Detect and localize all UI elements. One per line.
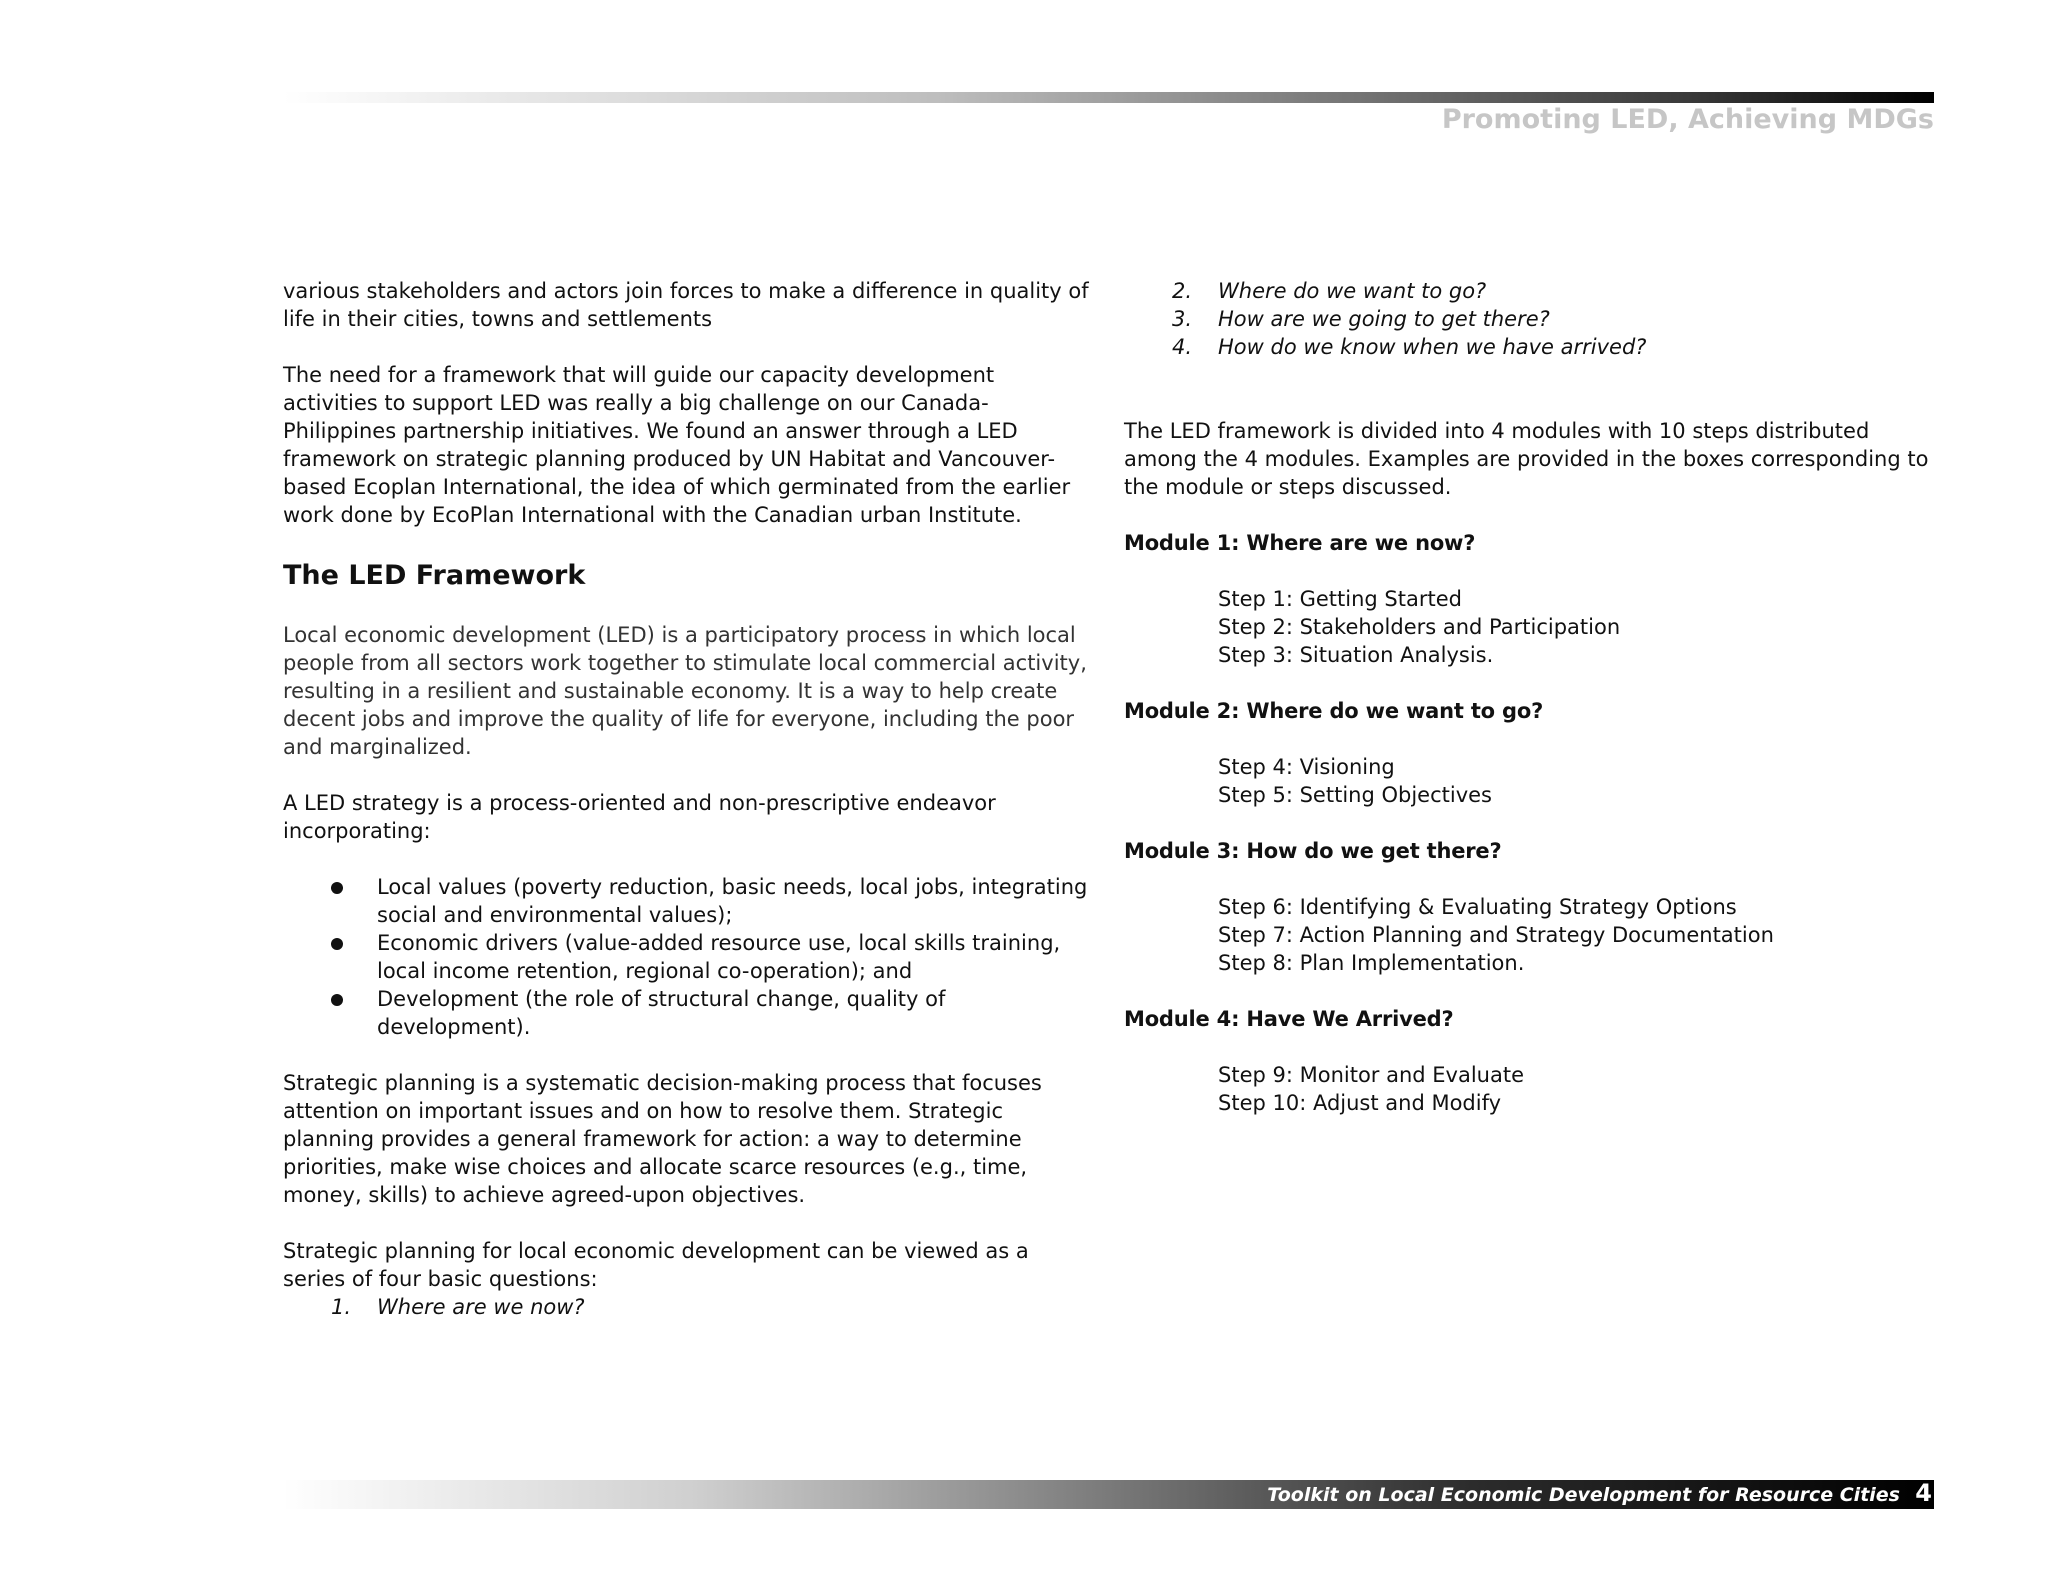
- list-item: [1124, 277, 1942, 305]
- module-title: Module 1: Where are we now?: [1124, 531, 1476, 555]
- section-heading: The LED Framework: [283, 560, 586, 591]
- module-steps: [1124, 893, 1942, 977]
- bullet-icon: [331, 994, 343, 1006]
- module-steps: [1124, 753, 1942, 809]
- step-item: Step 8: Plan Implementation.: [1218, 951, 1525, 975]
- question-number: 3.: [1172, 307, 1193, 331]
- header-gradient-bar: [283, 92, 1934, 103]
- list-item: [283, 1293, 1093, 1321]
- list-item: [1124, 333, 1942, 361]
- step-item: Step 2: Stakeholders and Participation: [1218, 615, 1621, 639]
- step-item: Step 6: Identifying & Evaluating Strategy Options: [1218, 895, 1737, 919]
- strategy-intro-paragraph: A LED strategy is a process-oriented and non-prescriptive endeavor incorporating:: [283, 791, 996, 843]
- bullet-text: Economic drivers (value-added resource use, local skills training, local income retention, regional co-operation); and: [377, 931, 1061, 983]
- step-item: Step 10: Adjust and Modify: [1218, 1091, 1502, 1115]
- question-number: 1.: [331, 1295, 352, 1319]
- bullet-icon: [331, 882, 343, 894]
- module-steps: [1124, 1061, 1942, 1117]
- module-title: Module 4: Have We Arrived?: [1124, 1007, 1454, 1031]
- questions-list-right: [1124, 277, 1942, 361]
- module-title: Module 3: How do we get there?: [1124, 839, 1502, 863]
- strategic-planning-paragraph: Strategic planning is a systematic decision-making process that focuses attention on important issues and on how to resolve them. Strategic planning provides a general framework for action: a way to determine priorities, make wise choices and allocate scarce resources (e.g., time, money, skills) to achieve agreed-upon objectives.: [283, 1071, 1042, 1207]
- step-item: Step 3: Situation Analysis.: [1218, 643, 1494, 667]
- question-text: How are we going to get there?: [1218, 307, 1550, 331]
- footer-text: Toolkit on Local Economic Development for Resource Cities: [1267, 1484, 1900, 1506]
- step-item: Step 9: Monitor and Evaluate: [1218, 1063, 1525, 1087]
- step-item: Step 7: Action Planning and Strategy Documentation: [1218, 923, 1774, 947]
- questions-intro-paragraph: Strategic planning for local economic development can be viewed as a series of four basic questions:: [283, 1239, 1029, 1291]
- question-number: 2.: [1172, 279, 1193, 303]
- question-number: 4.: [1172, 335, 1193, 359]
- step-item: Step 5: Setting Objectives: [1218, 783, 1492, 807]
- list-item: [377, 873, 1093, 929]
- list-item: [1124, 305, 1942, 333]
- bullet-text: Development (the role of structural change, quality of development).: [377, 987, 946, 1039]
- bullet-text: Local values (poverty reduction, basic needs, local jobs, integrating social and environmental values);: [377, 875, 1088, 927]
- module-steps: [1124, 585, 1942, 669]
- led-definition-paragraph: Local economic development (LED) is a participatory process in which local people from all sectors work together to stimulate local commercial activity, resulting in a resilient and sustainable economy. It is a way to help create decent jobs and improve the quality of life for everyone, including the poor and marginalized.: [283, 623, 1087, 759]
- header-title: Promoting LED, Achieving MDGs: [1441, 104, 1934, 135]
- question-text: How do we know when we have arrived?: [1218, 335, 1647, 359]
- framework-need-paragraph: The need for a framework that will guide our capacity development activities to support LED was really a big challenge on our Canada-Philippines partnership initiatives. We found an answer through a LED framework on strategic planning produced by UN Habitat and Vancouver-based Ecoplan International, the idea of which germinated from the earlier work done by EcoPlan International with the Canadian urban Institute.: [283, 363, 1071, 527]
- intro-continuation: various stakeholders and actors join forces to make a difference in quality of life in their cities, towns and settlements: [283, 279, 1089, 331]
- question-text: Where are we now?: [377, 1295, 585, 1319]
- left-column: [283, 277, 1093, 1321]
- page-number: 4: [1915, 1479, 1932, 1507]
- step-item: Step 4: Visioning: [1218, 755, 1395, 779]
- list-item: [377, 929, 1093, 985]
- modules-paragraph: The LED framework is divided into 4 modules with 10 steps distributed among the 4 modules. Examples are provided in the boxes corresponding to the module or steps discussed.: [1124, 419, 1929, 499]
- strategy-bullet-list: [283, 873, 1093, 1041]
- module-title: Module 2: Where do we want to go?: [1124, 699, 1544, 723]
- question-text: Where do we want to go?: [1218, 279, 1487, 303]
- bullet-icon: [331, 938, 343, 950]
- list-item: [377, 985, 1093, 1041]
- right-column: [1124, 277, 1942, 1117]
- questions-list-left: [283, 1293, 1093, 1321]
- step-item: Step 1: Getting Started: [1218, 587, 1462, 611]
